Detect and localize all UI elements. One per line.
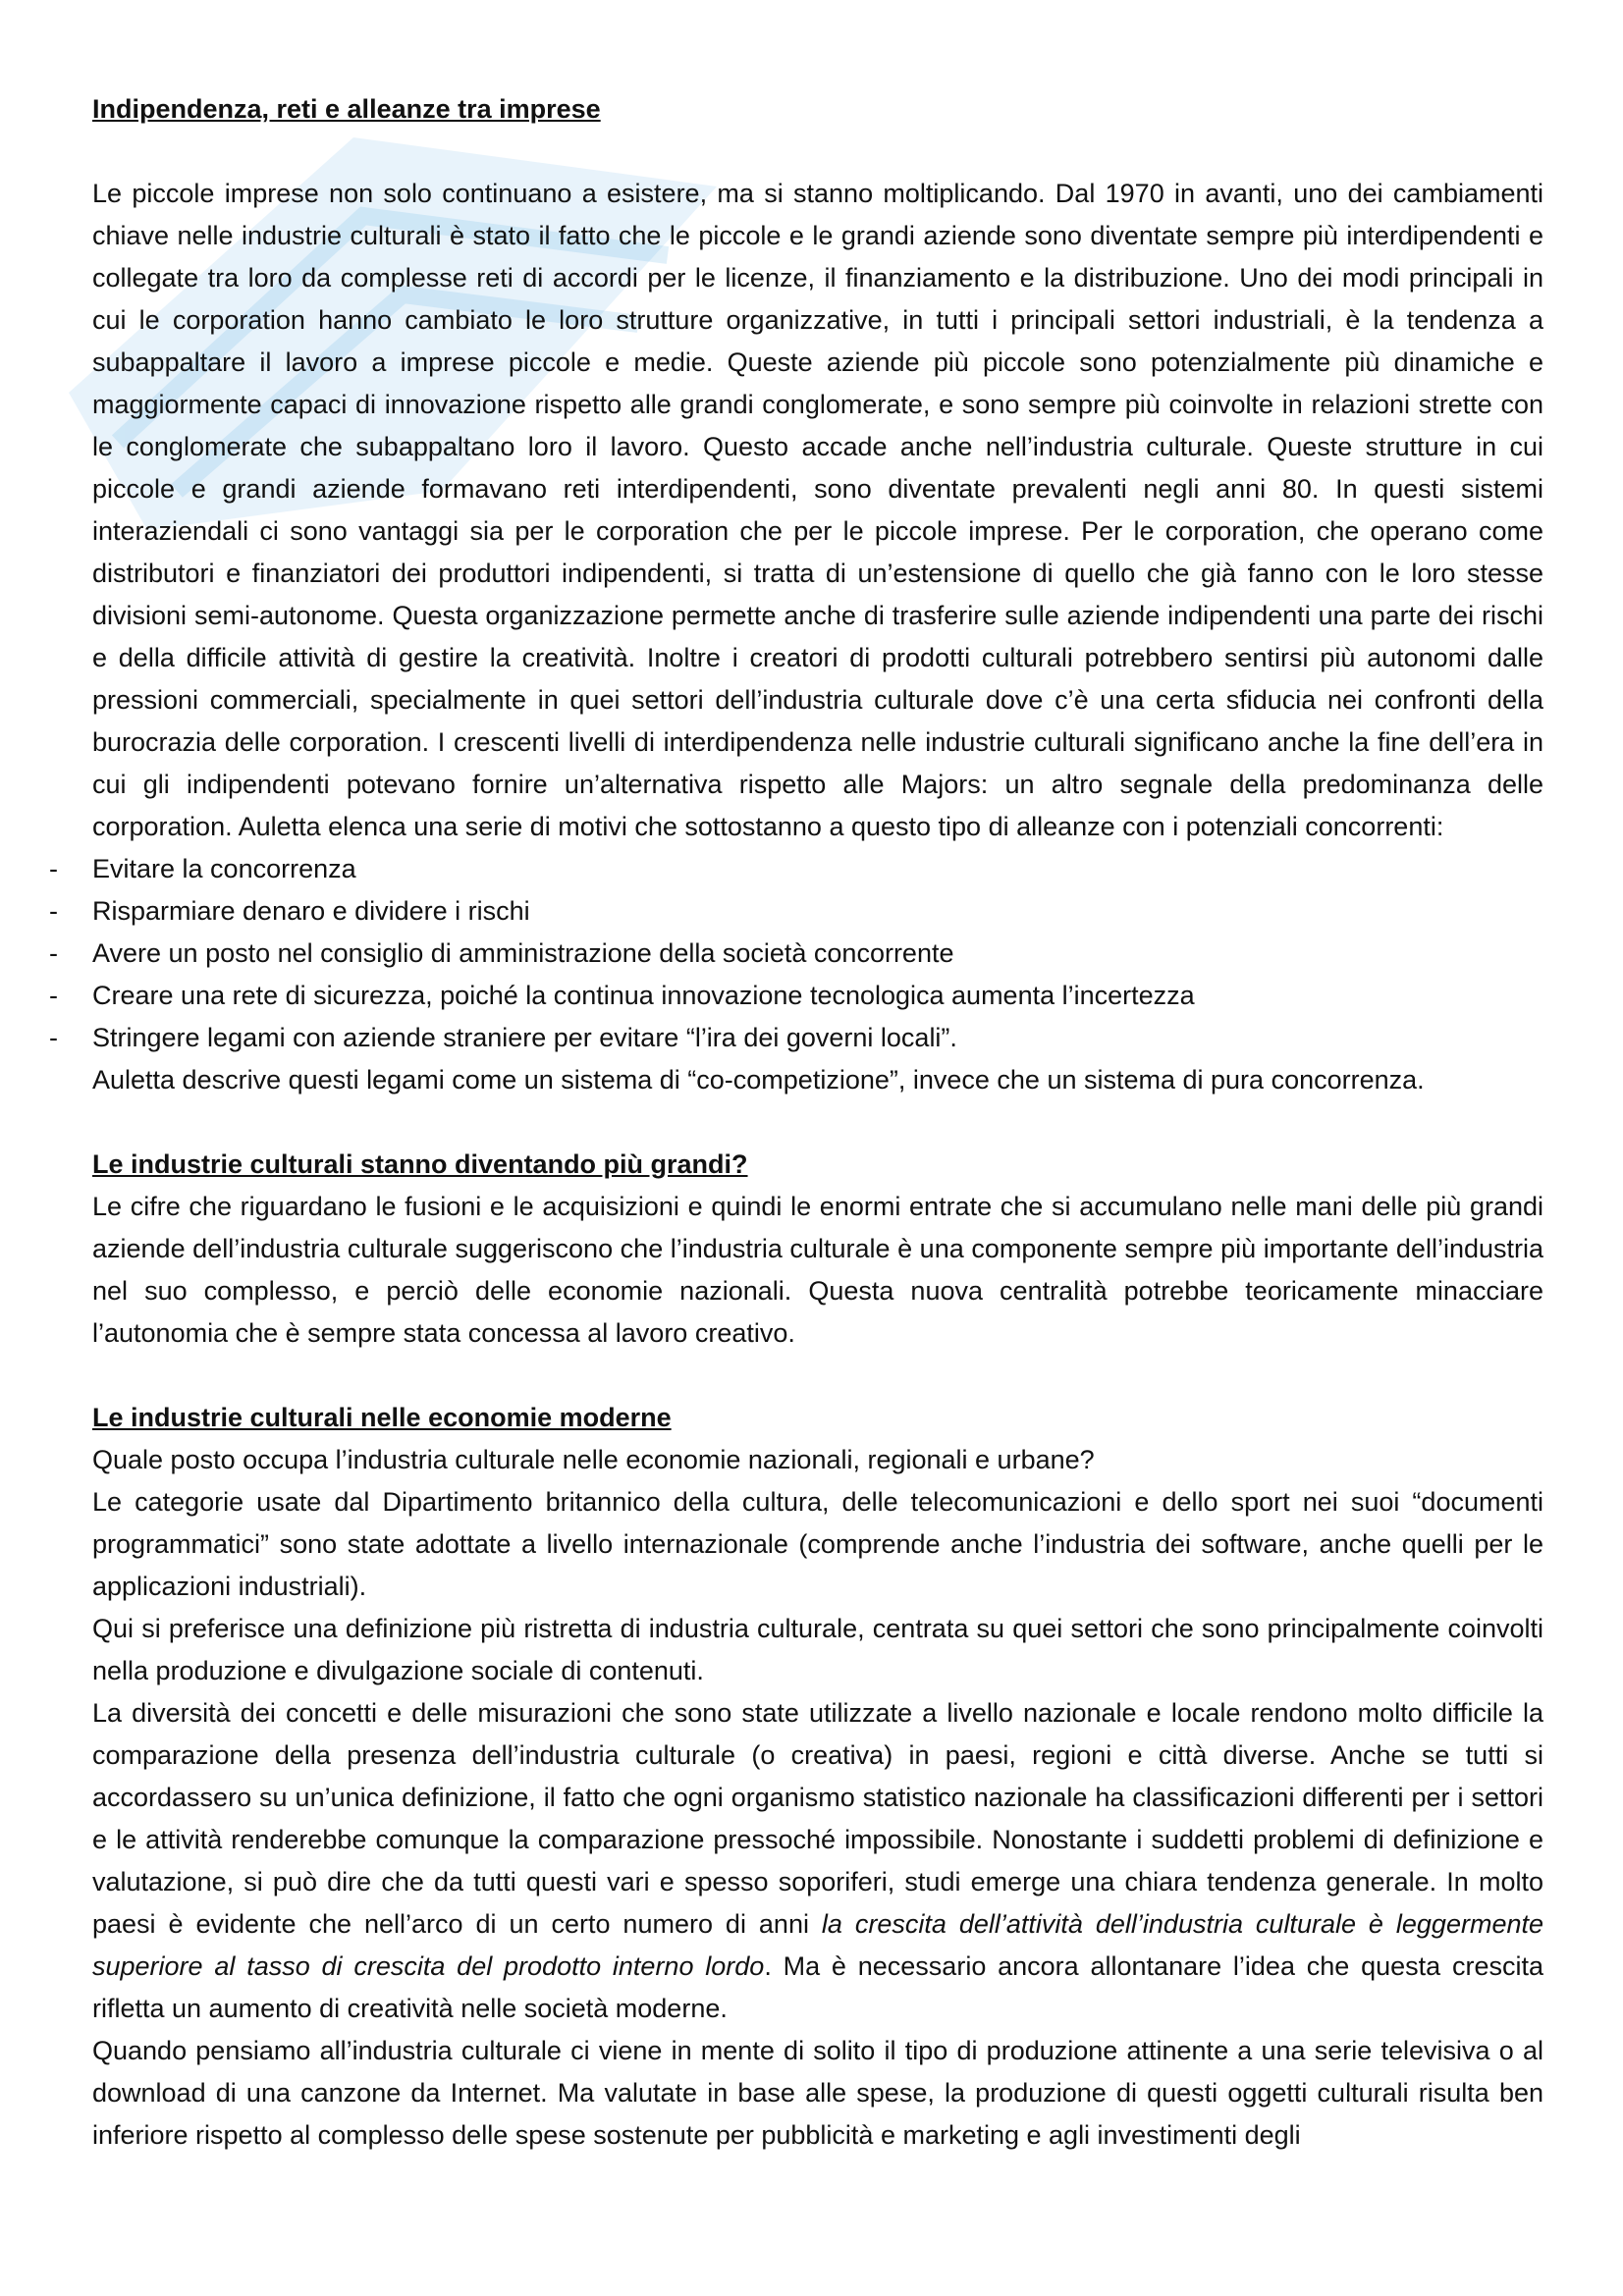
document-page [92,88,1543,2157]
section-heading-industrie-grandi: Le industrie culturali stanno diventando più grandi? [92,1149,748,1179]
alliance-reasons-list [92,848,1543,1059]
list-item: - Avere un posto nel consiglio di amministrazione della società concorrente [92,933,1543,975]
p3-text-start: La diversità dei concetti e delle misurazioni che sono state utilizzate a livello nazionale e locale rendono molto difficile la comparazione della presenza dell’industria culturale (o creativa) in paesi, regioni e città diverse. Anche se tutti si accordassero su un’unica definizione, il fatto che ogni organismo statistico nazionale ha classificazioni differenti per i settori e le attività renderebbe comunque la comparazione pressoché impossibile. Nonostante i suddetti problemi di definizione e valutazione, si può dire che da tutti questi vari e spesso soporiferi, studi emerge una chiara tendenza generale. In molto paesi è evidente che nell’arco di un certo numero di anni [92,1698,1543,1939]
section-heading-economie-moderne: Le industrie culturali nelle economie moderne [92,1403,672,1432]
p3-italic-claim: la crescita dell’attività dell’industria culturale è leggermente superiore al tasso di crescita del prodotto interno lordo [92,1909,1543,1981]
section1-paragraph: Le piccole imprese non solo continuano a esistere, ma si stanno moltiplicando. Dal 1970 in avanti, uno dei cambiamenti chiave nelle industrie culturali è stato il fatto che le piccole e le grandi aziende sono diventate sempre più interdipendenti e collegate tra loro da complesse reti di accordi per le licenze, il finanziamento e la distribuzione. Uno dei modi principali in cui le corporation hanno cambiato le loro strutture organizzative, in tutti i principali settori industriali, è la tendenza a subappaltare il lavoro a imprese piccole e medie. Queste aziende più piccole sono potenzialmente più dinamiche e maggiormente capaci di innovazione rispetto alle grandi conglomerate, e sono sempre più coinvolte in relazioni strette con le conglomerate che subappaltano loro il lavoro. Questo accade anche nell’industria culturale. Queste strutture in cui piccole e grandi aziende formavano reti interdipendenti, sono diventate prevalenti negli anni 80. In questi sistemi interaziendali ci sono vantaggi sia per le corporation che per le piccole imprese. Per le corporation, che operano come distributori e finanziatori dei produttori indipendenti, si tratta di un’estensione di quello che già fanno con le loro stesse divisioni semi-autonome. Questa organizzazione permette anche di trasferire sulle aziende indipendenti una parte dei rischi e della difficile attività di gestire la creatività. Inoltre i creatori di prodotti culturali potrebbero sentirsi più autonomi dalle pressioni commerciali, specialmente in quei settori dell’industria culturale dove c’è una certa sfiducia nei confronti della burocrazia delle corporation. I crescenti livelli di interdipendenza nelle industrie culturali significano anche la fine dell’era in cui gli indipendenti potevano fornire un’alternativa rispetto alle Majors: un altro segnale della predominanza delle corporation. Auletta elenca una serie di motivi che sottostanno a questo tipo di alleanze con i potenziali concorrenti: [92,179,1543,841]
p3-text-end: . Ma è necessario ancora allontanare l’idea che questa crescita rifletta un aumento di creatività nelle società moderne. [92,1951,1543,2023]
section3-paragraph-2: Qui si preferisce una definizione più ristretta di industria culturale, centrata su quei settori che sono principalmente coinvolti nella produzione e divulgazione sociale di contenuti. [92,1614,1543,1685]
list-item: - Creare una rete di sicurezza, poiché la continua innovazione tecnologica aumenta l’incertezza [92,975,1543,1017]
list-item: - Risparmiare denaro e dividere i rischi [92,890,1543,933]
list-item: - Evitare la concorrenza [92,848,1543,890]
section3-paragraph-1: Le categorie usate dal Dipartimento britannico della cultura, delle telecomunicazioni e dello sport nei suoi “documenti programmatici” sono state adottate a livello internazionale (comprende anche l’industria dei software, anche quelli per le applicazioni industriali). [92,1487,1543,1601]
section2-paragraph: Le cifre che riguardano le fusioni e le acquisizioni e quindi le enormi entrate che si accumulano nelle mani delle più grandi aziende dell’industria culturale suggeriscono che l’industria culturale è una componente sempre più importante dell’industria nel suo complesso, e perciò delle economie nazionali. Questa nuova centralità potrebbe teoricamente minacciare l’autonomia che è sempre stata concessa al lavoro creativo. [92,1192,1543,1348]
section3-paragraph-4: Quando pensiamo all’industria culturale ci viene in mente di solito il tipo di produzione attinente a una serie televisiva o al download di una canzone da Internet. Ma valutate in base alle spese, la produzione di questi oggetti culturali risulta ben inferiore rispetto al complesso delle spese sostenute per pubblicità e marketing e agli investimenti degli [92,2036,1543,2150]
section3-question: Quale posto occupa l’industria culturale nelle economie nazionali, regionali e urbane? [92,1445,1095,1474]
section1-closing: Auletta descrive questi legami come un sistema di “co-competizione”, invece che un sistema di pura concorrenza. [92,1065,1425,1095]
list-item: - Stringere legami con aziende straniere per evitare “l’ira dei governi locali”. [92,1017,1543,1059]
section3-paragraph-3 [92,1692,1543,2030]
section-heading-indipendenza: Indipendenza, reti e alleanze tra imprese [92,94,601,124]
